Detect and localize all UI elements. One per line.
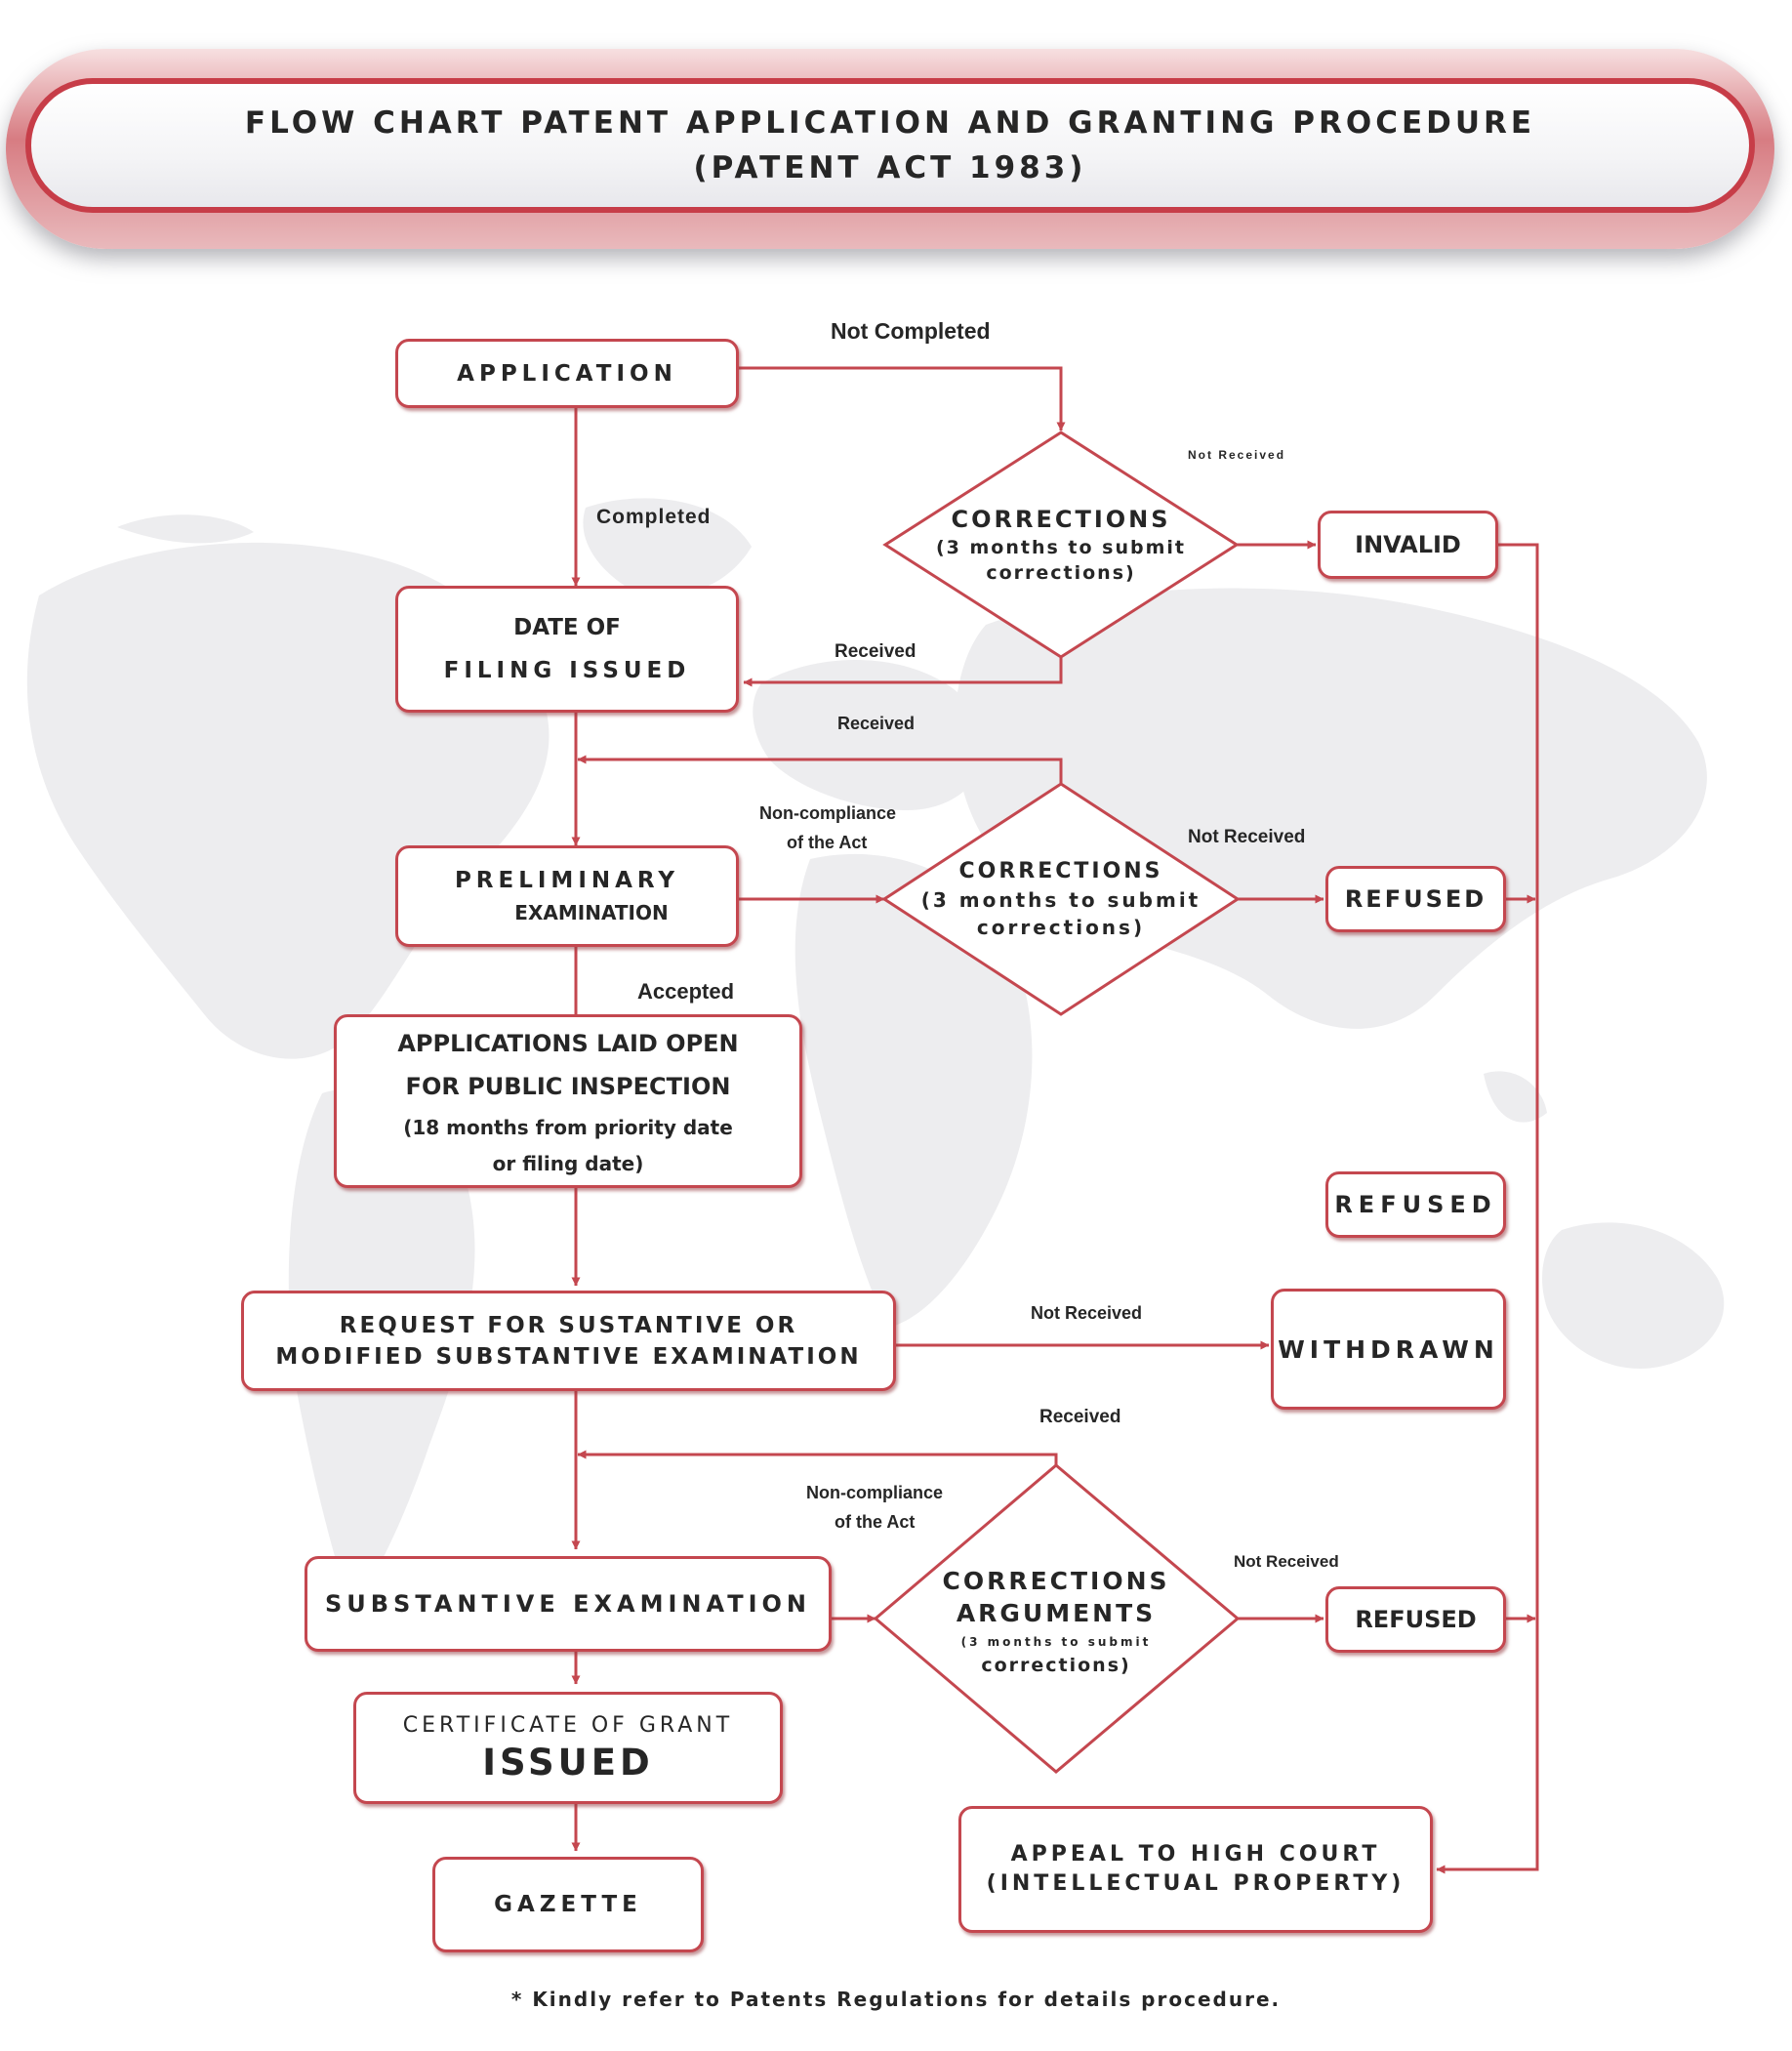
title-line-2: (PATENT ACT 1983) <box>693 150 1087 185</box>
node-application <box>395 339 739 408</box>
decision-corrections-1-line-2: (3 months to submit <box>935 537 1186 558</box>
label-received-3: Received <box>1039 1407 1121 1427</box>
node-certificate-line-1: CERTIFICATE OF GRANT <box>402 1712 734 1738</box>
title-line-1: FLOW CHART PATENT APPLICATION AND GRANTING PROCEDURE <box>244 105 1536 141</box>
node-request-line-2: MODIFIED SUBSTANTIVE EXAMINATION <box>275 1343 862 1370</box>
label-received-1: Received <box>835 641 916 662</box>
label-completed: Completed <box>596 506 712 528</box>
decision-corrections-1 <box>915 491 1207 598</box>
node-refused-2-label: REFUSED <box>1334 1191 1497 1218</box>
node-substantive-examination <box>305 1556 832 1652</box>
node-appeal-high-court <box>958 1806 1433 1933</box>
node-preliminary-examination <box>395 845 739 947</box>
node-preliminary-line-2: EXAMINATION <box>514 901 669 924</box>
node-applications-laid-open <box>334 1014 802 1188</box>
node-withdrawn <box>1271 1289 1506 1410</box>
node-appeal-line-1: APPEAL TO HIGH COURT <box>1010 1842 1381 1866</box>
node-invalid-label: INVALID <box>1355 531 1461 558</box>
decision-corrections-1-line-1: CORRECTIONS <box>951 506 1171 533</box>
node-gazette <box>432 1857 704 1952</box>
decision-corrections-3-line-3: (3 months to submit <box>960 1635 1152 1649</box>
node-substantive-label: SUBSTANTIVE EXAMINATION <box>324 1590 811 1618</box>
label-accepted: Accepted <box>637 979 735 1004</box>
label-not-received-4: Not Received <box>1234 1552 1339 1571</box>
node-certificate-of-grant <box>353 1692 783 1804</box>
edge-application-to-corrections-1 <box>739 368 1061 431</box>
node-date-of-filing-line-1: DATE OF <box>513 615 621 640</box>
decision-corrections-2-line-3: corrections) <box>976 916 1146 939</box>
label-non-compliance-1-line-1: Non-compliance <box>759 803 897 823</box>
node-appeal-line-2: (INTELLECTUAL PROPERTY) <box>986 1871 1405 1896</box>
decision-corrections-3-line-1: CORRECTIONS <box>942 1567 1170 1595</box>
footnote: * Kindly refer to Patents Regulations for details procedure. <box>510 1988 1282 2011</box>
edge-corrections-2-received <box>578 759 1061 784</box>
node-date-of-filing <box>395 586 739 713</box>
decision-corrections-3 <box>910 1557 1202 1684</box>
node-refused-3 <box>1325 1586 1506 1653</box>
decision-corrections-2-line-1: CORRECTIONS <box>958 859 1163 883</box>
node-laid-open-line-4: or filing date) <box>492 1152 644 1175</box>
node-refused-2 <box>1325 1171 1506 1238</box>
node-laid-open-line-3: (18 months from priority date <box>403 1116 733 1139</box>
decision-corrections-2 <box>914 845 1208 953</box>
label-non-compliance-1-line-2: of the Act <box>787 833 868 852</box>
node-withdrawn-label: WITHDRAWN <box>1278 1334 1499 1364</box>
label-not-received-1: Not Received <box>1188 448 1286 462</box>
node-certificate-line-2: ISSUED <box>482 1741 654 1784</box>
node-refused-3-label: REFUSED <box>1355 1606 1477 1633</box>
label-received-2: Received <box>837 714 916 733</box>
edge-corrections-3-received <box>578 1455 1056 1465</box>
label-non-compliance-2-line-2: of the Act <box>835 1512 916 1532</box>
node-laid-open-line-2: FOR PUBLIC INSPECTION <box>405 1073 731 1100</box>
node-request-substantive <box>241 1291 896 1391</box>
decision-corrections-3-line-4: corrections) <box>981 1655 1131 1676</box>
label-not-received-2: Not Received <box>1188 827 1306 847</box>
decision-corrections-2-line-2: (3 months to submit <box>920 888 1201 912</box>
node-request-line-1: REQUEST FOR SUSTANTIVE OR <box>339 1312 798 1338</box>
node-application-label: APPLICATION <box>457 360 677 387</box>
node-refused-1-label: REFUSED <box>1344 885 1487 913</box>
label-non-compliance-2-line-1: Non-compliance <box>806 1483 944 1502</box>
node-refused-1 <box>1325 866 1506 932</box>
node-date-of-filing-line-2: FILING ISSUED <box>443 658 691 683</box>
decision-corrections-1-line-3: corrections) <box>986 562 1136 584</box>
node-laid-open-line-1: APPLICATIONS LAID OPEN <box>397 1030 739 1057</box>
node-invalid <box>1318 511 1498 579</box>
label-not-completed: Not Completed <box>831 318 991 344</box>
node-gazette-label: GAZETTE <box>494 1892 642 1917</box>
decision-corrections-3-line-2: ARGUMENTS <box>956 1599 1157 1627</box>
label-not-received-3: Not Received <box>1031 1303 1143 1323</box>
node-preliminary-line-1: PRELIMINARY <box>454 868 680 893</box>
